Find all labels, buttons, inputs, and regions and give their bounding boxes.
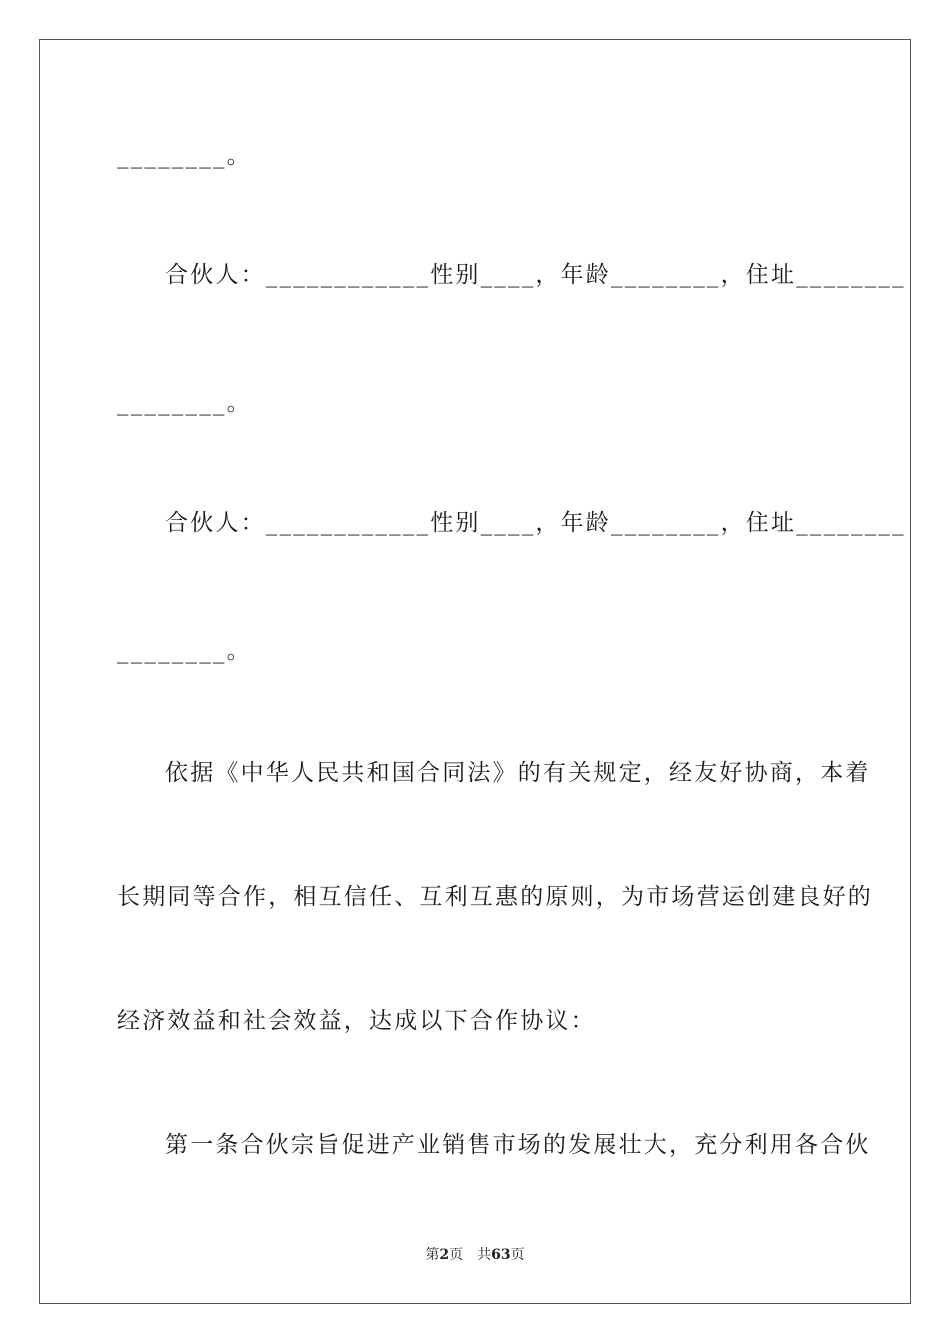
footer-suffix: 页 [510,1247,525,1263]
page-border [39,39,911,1304]
article-one-line-1: 第一条合伙宗旨促进产业销售市场的发展壮大，充分利用各合伙 [165,1132,871,1158]
paragraph-intro-line-2: 长期同等合作，相互信任、互利互惠的原则，为市场营运创建良好的 [117,884,873,910]
blank-line-3: ________。 [117,638,252,664]
page-footer [0,1246,950,1264]
footer-page-number: 2 [439,1247,450,1263]
footer-prefix: 第 [425,1247,440,1263]
blank-line-2: ________。 [117,390,252,416]
paragraph-intro-line-1: 依据《中华人民共和国合同法》的有关规定，经友好协商，本着 [165,760,871,786]
footer-total-pages: 63 [491,1247,511,1263]
partner-info-line-2: 合伙人：____________性别____，年龄________，住址________ [165,510,906,536]
footer-mid: 页 共 [449,1247,492,1263]
paragraph-intro-line-3: 经济效益和社会效益，达成以下合作协议： [117,1008,596,1034]
blank-line-1: ________。 [117,143,252,169]
partner-info-line-1: 合伙人：____________性别____，年龄________，住址________ [165,262,906,288]
